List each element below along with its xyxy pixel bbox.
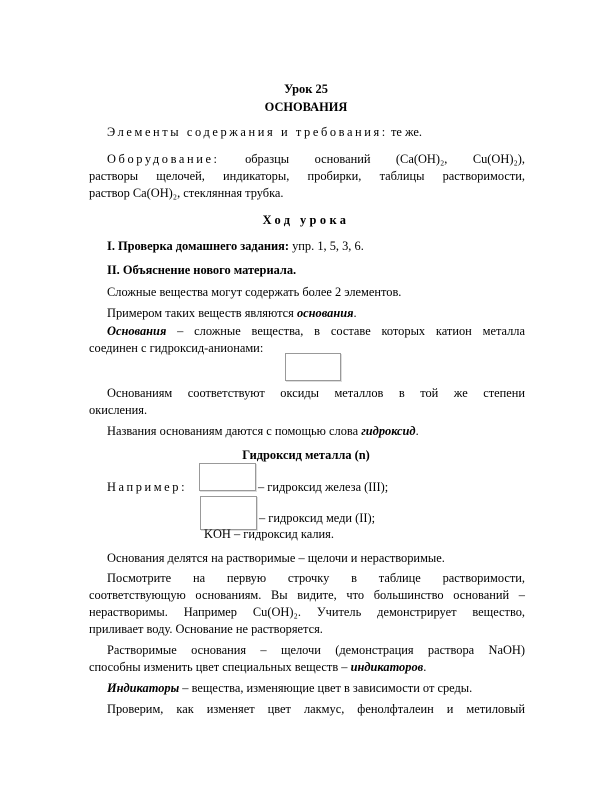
para-table-3: нерастворимы. Например Cu(OH)₂. Учитель демонстрирует вещество, — [89, 605, 525, 619]
example-iron: – гидроксид железа (III); — [258, 480, 389, 494]
para-example-term: основания — [296, 306, 354, 320]
equipment-text-1: образцы оснований (Ca(OH)₂, Cu(OH)₂), — [245, 152, 525, 166]
example-copper: – гидроксид меди (II); — [259, 511, 376, 525]
para-names-prefix: Названия основаниям даются с помощью слова — [107, 424, 359, 438]
indicators-text: – вещества, изменяющие цвет в зависимости от среды. — [182, 681, 473, 695]
para-soluble-prefix: способны изменить цвет специальных веществ – — [89, 660, 348, 674]
para-names-term: гидроксид — [361, 424, 416, 438]
para-definition-1 — [107, 323, 525, 339]
para-division: Основания делятся на растворимые – щелочи и нерастворимые. — [107, 551, 445, 565]
equipment-line-3: раствор Ca(OH)₂, стеклянная трубка. — [89, 186, 284, 200]
example-label-text: Например: — [107, 480, 188, 494]
formula-box-copper — [200, 496, 257, 530]
para-soluble-2 — [89, 659, 525, 675]
lesson-title: ОСНОВАНИЯ — [264, 100, 348, 114]
progress-heading: Ход урока — [262, 213, 350, 227]
para-example-prefix: Примером таких веществ являются — [107, 306, 294, 320]
para-table-1: Посмотрите на первую строчку в таблице растворимости, — [107, 571, 525, 585]
lesson-number: Урок 25 — [284, 82, 328, 96]
section-homework — [107, 238, 612, 254]
requirements-label: Элементы содержания и требования: — [107, 125, 388, 139]
para-table-2: соответствующую основаниям. Вы видите, что большинство оснований – — [89, 588, 525, 602]
para-oxides-1: Основаниям соответствуют оксиды металлов в той же степени — [107, 386, 525, 400]
para-table-4: приливает воду. Основание не растворяется. — [89, 622, 323, 636]
definition-term: Основания — [107, 324, 167, 338]
para-names — [107, 423, 612, 439]
section-explanation: II. Объяснение нового материала. — [107, 263, 297, 277]
para-soluble-suffix: . — [423, 660, 427, 674]
para-oxides-2: окисления. — [89, 403, 148, 417]
para-names-suffix: . — [415, 424, 419, 438]
para-complex: Сложные вещества могут содержать более 2 элементов. — [107, 285, 402, 299]
formula-placeholder-box — [285, 353, 341, 381]
indicators-term: Индикаторы — [107, 681, 180, 695]
formula-box-iron — [199, 463, 256, 491]
formula-title: Гидроксид металла (n) — [242, 448, 370, 462]
requirements-value: те же. — [390, 125, 422, 139]
para-soluble-1: Растворимые основания – щелочи (демонстрация раствора NaOH) — [107, 643, 525, 657]
section-homework-text: упр. 1, 5, 3, 6. — [292, 239, 364, 253]
example-koh: KOH – гидроксид калия. — [204, 527, 334, 541]
para-definition-2: соединен с гидроксид-анионами: — [89, 341, 264, 355]
para-example — [107, 305, 612, 321]
section-homework-label: I. Проверка домашнего задания: — [107, 239, 289, 253]
definition-text-1: – сложные вещества, в составе которых катион металла — [177, 324, 525, 338]
para-example-suffix: . — [353, 306, 357, 320]
equipment-line-2: растворы щелочей, индикаторы, пробирки, таблицы растворимости, — [89, 169, 525, 183]
para-indicators — [107, 680, 612, 696]
para-check: Проверим, как изменяет цвет лакмус, фенолфталеин и метиловый — [107, 702, 525, 716]
para-soluble-term: индикаторов — [350, 660, 424, 674]
requirements-line — [107, 124, 612, 140]
equipment-label: Оборудование: — [107, 152, 220, 166]
equipment-line-1 — [107, 151, 525, 167]
